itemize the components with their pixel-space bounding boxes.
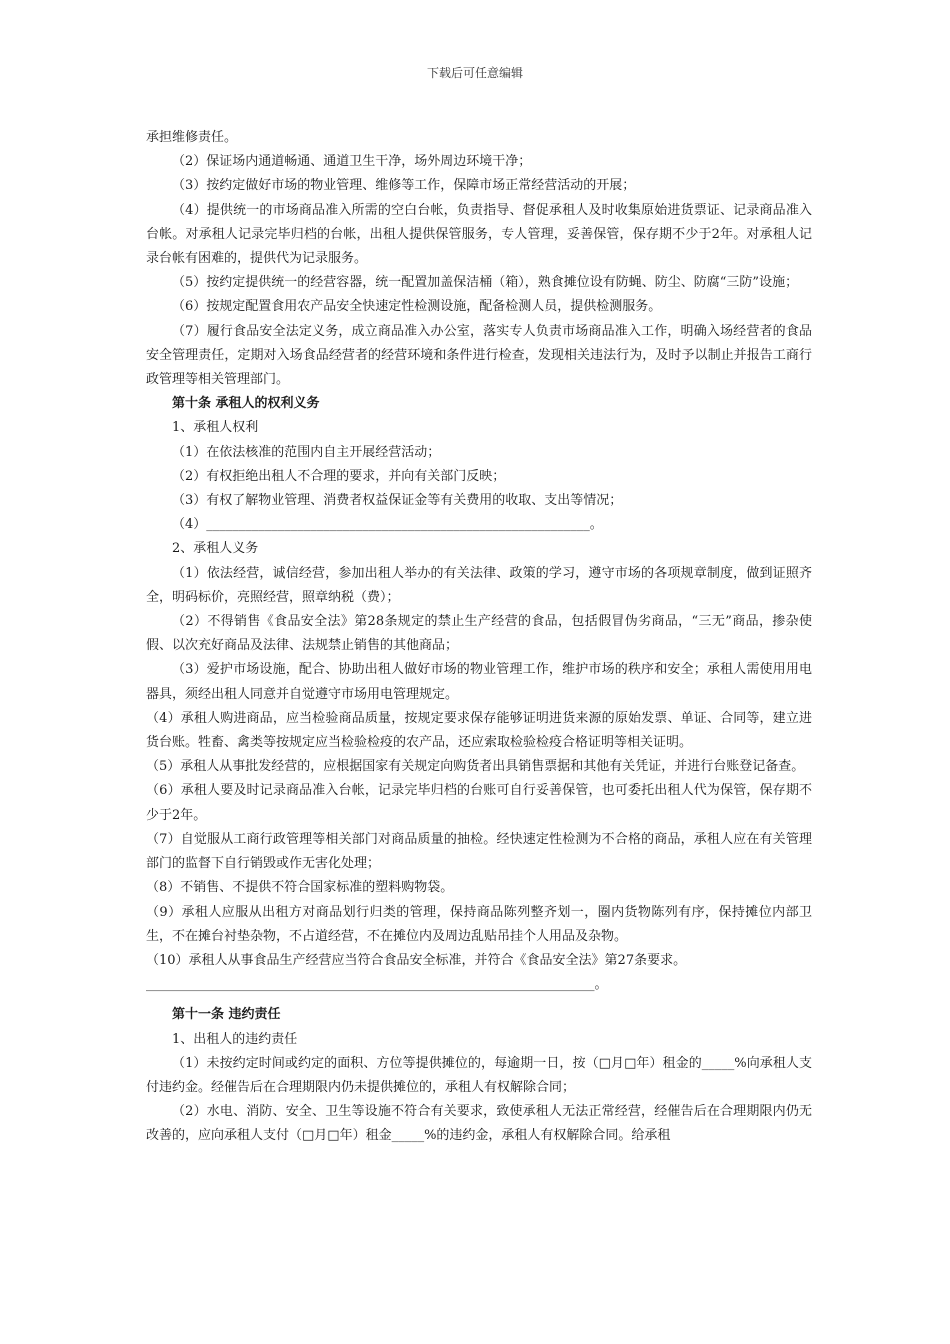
paragraph: 1、承租人权利: [172, 420, 259, 436]
paragraph: （10）承租人从事食品生产经营应当符合食品安全标准，并符合《食品安全法》第27条要求。: [146, 952, 687, 968]
paragraph: _____________________________________________________________________。: [146, 977, 608, 993]
page-header: 下载后可任意编辑: [426, 66, 523, 80]
paragraph: （7）履行食品安全法定义务，成立商品准入办公室，落实专人负责市场商品准入工作，明确入场经营者的食品安全管理责任，定期对入场食品经营者的经营环境和条件进行检查，发现相关违法行为，及时予以制止并报告工商行政管理等相关管理部门。: [146, 323, 812, 388]
paragraph: （2）有权拒绝出租人不合理的要求，并向有关部门反映；: [172, 468, 506, 484]
paragraph: （5）按约定提供统一的经营容器，统一配置加盖保洁桶（箱），熟食摊位设有防蝇、防尘、防腐“三防”设施；: [172, 275, 799, 291]
paragraph: （4）___________________________________________________________。: [172, 517, 603, 533]
paragraph: （2）水电、消防、安全、卫生等设施不符合有关要求，致使承租人无法正常经营，经催告后在合理期限内仍无改善的，应向承租人支付（□月□年）租金_____%的违约金，承租人有权解除合同。给承租: [146, 1104, 812, 1144]
section-heading: 第十条 承租人的权利义务: [172, 396, 320, 412]
paragraph: （4）提供统一的市场商品准入所需的空白台帐，负责指导、督促承租人及时收集原始进货票证、记录商品准入台帐。对承租人记录完毕归档的台帐，出租人提供保管服务，专人管理，妥善保管，保存期不少于2年。对承租人记录台帐有困难的，提供代为记录服务。: [146, 202, 812, 267]
paragraph: （5）承租人从事批发经营的，应根据国家有关规定向购货者出具销售票据和其他有关凭证，并进行台账登记备查。: [146, 759, 805, 775]
paragraph: （2）不得销售《食品安全法》第28条规定的禁止生产经营的食品，包括假冒伪劣商品，“三无”商品，掺杂使假、以次充好商品及法律、法规禁止销售的其他商品；: [146, 614, 812, 654]
paragraph: （4）承租人购进商品，应当检验商品质量，按规定要求保存能够证明进货来源的原始发票、单证、合同等，建立进货台账。牲畜、禽类等按规定应当检验检疫的农产品，还应索取检验检疫合格证明等相关证明。: [146, 710, 812, 751]
document-body: [146, 126, 812, 1149]
paragraph: 1、出租人的违约责任: [172, 1031, 298, 1047]
paragraph: （1）在依法核准的范围内自主开展经营活动；: [172, 444, 441, 460]
paragraph: （3）按约定做好市场的物业管理、维修等工作，保障市场正常经营活动的开展；: [172, 178, 636, 194]
paragraph: （1）未按约定时间或约定的面积、方位等提供摊位的，每逾期一日，按（□月□年）租金的_____%向承租人支付违约金。经催告后在合理期限内仍未提供摊位的，承租人有权解除合同；: [146, 1055, 812, 1095]
paragraph: 2、承租人义务: [172, 541, 259, 557]
paragraph: （6）按规定配置食用农产品安全快速定性检测设施，配备检测人员，提供检测服务。: [172, 299, 662, 315]
paragraph: （9）承租人应服从出租方对商品划行归类的管理，保持商品陈列整齐划一，圈内货物陈列有序，保持摊位内部卫生，不在摊台衬垫杂物，不占道经营，不在摊位内及周边乱贴吊挂个人用品及杂物。: [146, 904, 812, 944]
section-heading: 第十一条 违约责任: [172, 1007, 281, 1023]
paragraph: （1）依法经营，诚信经营，参加出租人举办的有关法律、政策的学习，遵守市场的各项规章制度，做到证照齐全，明码标价，亮照经营，照章纳税（费）；: [146, 565, 812, 605]
paragraph: （8）不销售、不提供不符合国家标准的塑料购物袋。: [146, 880, 454, 896]
paragraph: （7）自觉服从工商行政管理等相关部门对商品质量的抽检。经快速定性检测为不合格的商品，承租人应在有关管理部门的监督下自行销毁或作无害化处理；: [146, 831, 812, 872]
paragraph: （3）有权了解物业管理、消费者权益保证金等有关费用的收取、支出等情况；: [172, 493, 623, 509]
paragraph: （2）保证场内通道畅通、通道卫生干净，场外周边环境干净；: [172, 154, 532, 170]
paragraph: （3）爱护市场设施，配合、协助出租人做好市场的物业管理工作，维护市场的秩序和安全；承租人需使用用电器具，须经出租人同意并自觉遵守市场用电管理规定。: [146, 662, 812, 702]
paragraph: 承担维修责任。: [146, 130, 238, 145]
paragraph: （6）承租人要及时记录商品准入台帐，记录完毕归档的台账可自行妥善保管，也可委托出租人代为保管，保存期不少于2年。: [146, 783, 812, 823]
